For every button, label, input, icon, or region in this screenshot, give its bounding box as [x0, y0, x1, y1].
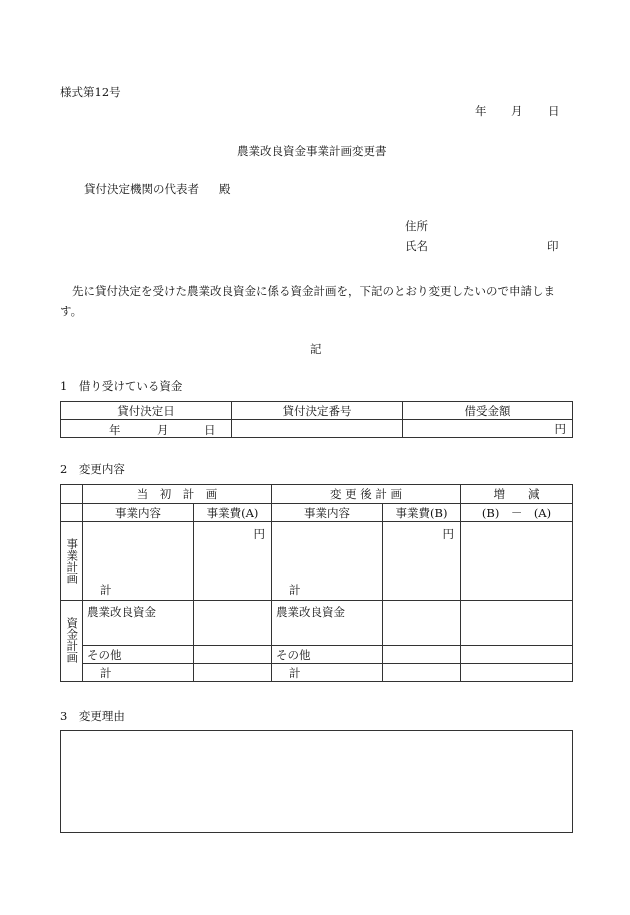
other-item-a: その他: [83, 646, 194, 664]
corner-cell: [61, 485, 83, 504]
fund-row-label: 資金計画: [61, 601, 83, 682]
loan-amount-cell: 円: [403, 420, 573, 438]
fund-diff: [461, 601, 573, 646]
body-text-line2: す。: [60, 304, 83, 318]
section1-heading: 1 借り受けている資金: [60, 379, 183, 393]
plan-row-label: 事業計画: [61, 522, 83, 601]
body-text-line1: 先に貸付決定を受けた農業改良資金に係る資金計画を，下記のとおり変更したいので申請しま: [72, 284, 555, 298]
section3-heading: 3 変更理由: [60, 709, 125, 723]
loan-date-month: 月: [157, 423, 169, 437]
addressee-label: 貸付決定機関の代表者: [84, 182, 199, 196]
other-diff: [461, 646, 573, 664]
content-b-header: 事業内容: [272, 504, 383, 522]
content-a-header: 事業内容: [83, 504, 194, 522]
date-month-label: 月: [511, 104, 523, 118]
reason-box: [60, 730, 573, 833]
form-number: 様式第12号: [60, 85, 121, 99]
other-cost-b: [383, 646, 461, 664]
fund-total-a: 計: [83, 664, 194, 682]
other-item-b: その他: [272, 646, 383, 664]
other-cost-a: [194, 646, 272, 664]
date-year-label: 年: [475, 104, 487, 118]
seal-mark: 印: [547, 239, 559, 253]
plan-content-b: [272, 522, 383, 601]
cost-a-header: 事業費(A): [194, 504, 272, 522]
plan-total-a: 計: [100, 583, 112, 597]
corner-cell-2: [61, 504, 83, 522]
addressee-honorific: 殿: [219, 182, 231, 196]
change-table: [60, 484, 573, 682]
fund-total-cost-a: [194, 664, 272, 682]
fund-item-a: 農業改良資金: [83, 601, 194, 646]
diff-header: 増 減: [461, 485, 573, 504]
fund-item-b: 農業改良資金: [272, 601, 383, 646]
fund-total-cost-b: [383, 664, 461, 682]
ki-label: 記: [310, 342, 322, 356]
address-label: 住所: [405, 219, 428, 233]
fund-cost-a: [194, 601, 272, 646]
loan-table: [60, 401, 573, 438]
plan-diff: [461, 522, 573, 601]
loan-number-cell: [232, 420, 403, 438]
fund-cost-b: [383, 601, 461, 646]
plan-content-a: [83, 522, 194, 601]
initial-plan-header: 当 初 計 画: [83, 485, 272, 504]
name-label: 氏名: [405, 239, 428, 253]
loan-amount-header: 借受金額: [403, 402, 573, 420]
diff-formula-header: (B) － (A): [461, 504, 573, 522]
fund-total-diff: [461, 664, 573, 682]
loan-date-cell: [61, 420, 232, 438]
loan-date-year: 年: [109, 423, 121, 437]
changed-plan-header: 変 更 後 計 画: [272, 485, 461, 504]
loan-number-header: 貸付決定番号: [232, 402, 403, 420]
fund-total-b: 計: [272, 664, 383, 682]
document-title: 農業改良資金事業計画変更書: [237, 144, 387, 158]
plan-cost-a: 円: [194, 522, 272, 601]
loan-date-header: 貸付決定日: [61, 402, 232, 420]
plan-total-b: 計: [289, 583, 301, 597]
loan-date-day: 日: [204, 423, 216, 437]
cost-b-header: 事業費(B): [383, 504, 461, 522]
section2-heading: 2 変更内容: [60, 462, 125, 476]
plan-cost-b: 円: [383, 522, 461, 601]
date-day-label: 日: [548, 104, 560, 118]
